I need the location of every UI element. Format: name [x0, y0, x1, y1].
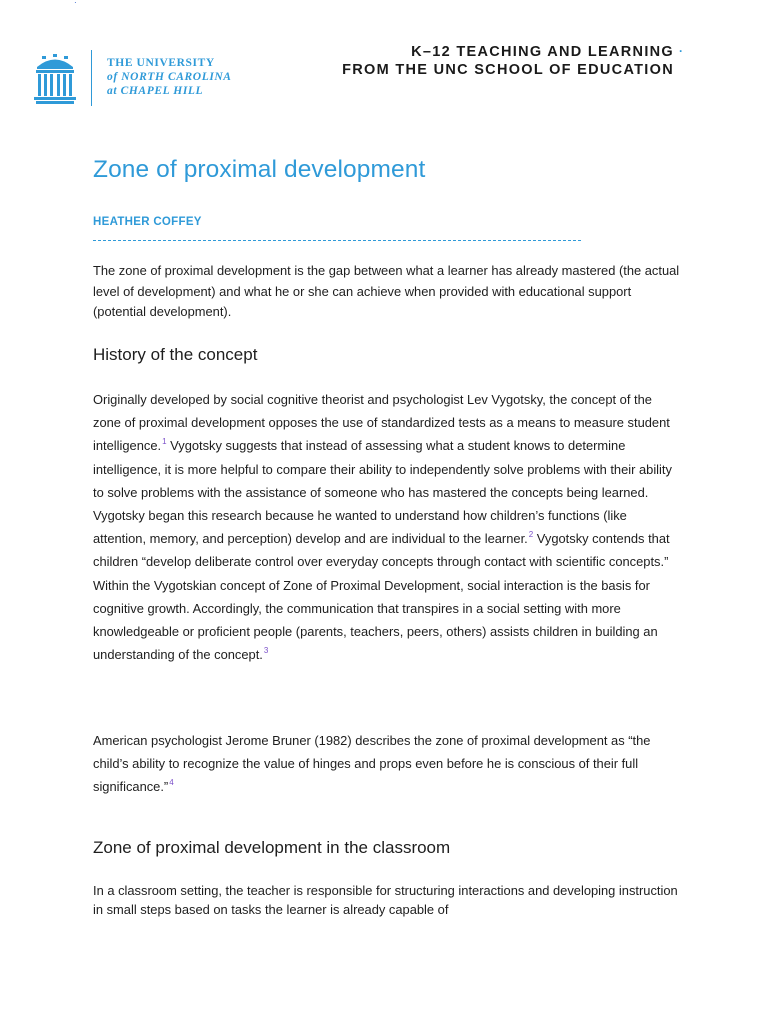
page-title: Zone of proximal development: [93, 156, 426, 183]
history-text-2: Vygotsky suggests that instead of assessing what a student knows to determine intelligence, it is more helpful to compare their ability to independently solve problems with their ability to solve problems with the assistance of someone who has mastered the concepts being learned. Vygotsky began this research because he wanted to understand how children’s functions (like attention, memory, and perception) develop and are individual to the learner.: [93, 438, 672, 547]
program-header-line-2: FROM THE UNC SCHOOL OF EDUCATION: [342, 62, 674, 78]
bruner-paragraph: [93, 729, 681, 799]
logo-wordmark: [107, 56, 232, 98]
classroom-paragraph: In a classroom setting, the teacher is responsible for structuring interactions and developing instruction in small steps based on tasks the learner is already capable of: [93, 883, 678, 917]
section-heading-classroom: Zone of proximal development in the classroom: [93, 838, 451, 857]
history-paragraph: [93, 388, 681, 666]
old-well-icon: [34, 54, 76, 104]
unc-logo: [34, 50, 264, 108]
bruner-text: American psychologist Jerome Bruner (1982) describes the zone of proximal development as “the child’s ability to recognize the value of hinges and props even before he is conscious of their full significance.”: [93, 733, 651, 795]
footnote-ref-4[interactable]: 4: [169, 778, 174, 788]
history-text-3: Vygotsky contends that children “develop deliberate control over everyday concepts through contact with scientific concepts.” Within the Vygotskian concept of Zone of Proximal Development, social interaction is the basis for cognitive growth. Accordingly, the communication that transpires in a social setting with more knowledgeable or proficient people (parents, teachers, peers, others) assists children in building an understanding of the concept.: [93, 531, 670, 663]
footnote-ref-2[interactable]: 2: [528, 530, 534, 540]
section-heading-history: History of the concept: [93, 345, 258, 364]
history-text-1: Originally developed by social cognitive theorist and psychologist Lev Vygotsky, the concept of the zone of proximal development opposes the use of standardized tests as a means to measure student intelligence.: [93, 392, 670, 454]
logo-line-1: THE UNIVERSITY: [107, 57, 215, 69]
dashed-divider: [93, 240, 581, 241]
header-dot: ·: [679, 44, 683, 58]
program-header-line-1: K–12 TEACHING AND LEARNING: [411, 44, 674, 60]
corner-mark: ·: [74, 0, 77, 7]
intro-paragraph: The zone of proximal development is the gap between what a learner has already mastered (the actual level of development) and what he or she can achieve when provided with educational support (potential development).: [93, 263, 680, 319]
logo-divider: [91, 50, 92, 106]
logo-line-3: at CHAPEL HILL: [107, 85, 204, 97]
program-header: [342, 43, 674, 79]
footnote-ref-3[interactable]: 3: [263, 646, 269, 656]
logo-line-2: of NORTH CAROLINA: [107, 71, 232, 83]
footnote-ref-1[interactable]: 1: [162, 437, 167, 447]
author-name: HEATHER COFFEY: [93, 216, 202, 228]
